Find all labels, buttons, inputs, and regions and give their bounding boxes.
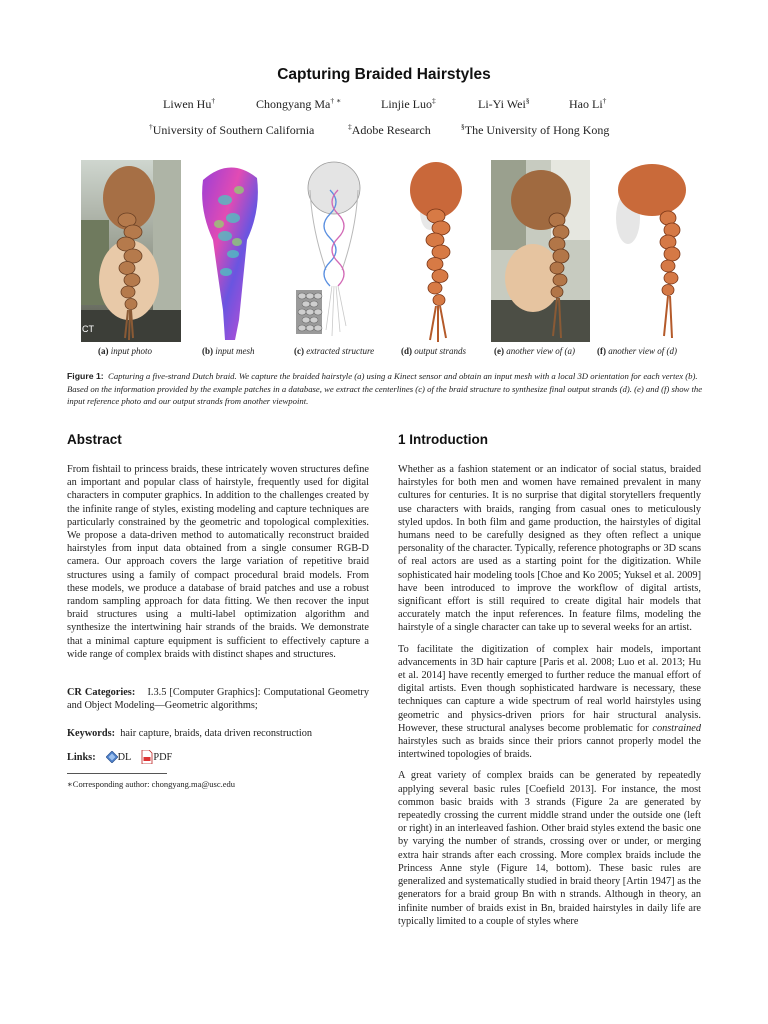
braid-photo-side-image [491,160,590,342]
braid-output-side-image [608,160,693,342]
author: Hao Li† [569,96,607,111]
intro-paragraph-1: Whether as a fashion statement or an indicator of social status, braided hairstyles for both men and women have remained prevalent in many cultures for centuries. It is no surprise that digital storytellers frequently use characters with braids, ranging from casual ones to meticulously styled updos. In both film and game production, the hairstyles of digital humans need to be carefully designed as they often reflect a unique personality of the character. Typically, reference photographs or 3D scans of real actors are used as a starting point for the digitization. While sophisticated hair modeling tools [Choe and Ko 2005; Yuksel et al. 2009] have been introduced to improve the workflow of digital artists, significant effort is still required to create digital hair models that accurately match the input references. In feature films, modeling the hairstyle of a single character can take up to several weeks for an artist. [398,464,701,634]
footnote-rule [67,773,167,774]
dl-link[interactable]: DL [106,751,132,763]
subcaption-e: (e) another view of (a) [494,346,575,356]
footnote: ∗Corresponding author: chongyang.ma@usc.edu [67,779,235,789]
abstract-heading: Abstract [67,432,122,447]
braid-output-image [400,160,470,342]
svg-text:CT: CT [82,324,94,334]
cr-categories: CR Categories: I.3.5 [Computer Graphics]: Computational Geometry and Object Modeling—Geometric algorithms; [67,687,370,712]
figure-caption: Figure 1: Capturing a five-strand Dutch braid. We capture the braided hairstyle (a) using a Kinect sensor and obtain an input mesh with a local 3D orientation for each vertex (b). Based on the information provided by the example patches in a database, we extract the centerlines (c) of the braid structure to synthesize final output strands (d). (e) and (f) show the input reference photo and our output strands from another viewpoint. [67,371,703,406]
braid-structure-image [296,160,368,342]
introduction-body [398,463,701,936]
figure-panel-another-view-output [608,160,693,342]
dl-diamond-icon [106,751,118,763]
braid-photo-image [81,160,181,342]
affiliation: ‡Adobe Research [348,122,431,137]
author: Li-Yi Wei§ [478,96,530,111]
intro-paragraph-2: To facilitate the digitization of complex hair models, important advancements in 3D hair capture [Paris et al. 2008; Luo et al. 2013; Hu et al. 2014] have recently emerged to further reduce the manual effort of digital artists. Even though sophisticated hardware is necessary, these techniques can capture a wide spectrum of real world hairstyles using geometric and physics-driven priors for hair structural analysis. However, these structural analyses become problematic for constrained hairstyles such as braids since their priors cannot properly model the intertwined topologies of braids. [398,643,701,761]
braid-mesh-image [195,160,265,342]
subcaption-f: (f) another view of (d) [597,346,677,356]
paper-title: Capturing Braided Hairstyles [277,66,491,83]
author: Liwen Hu† [163,96,216,111]
author: Linjie Luo‡ [381,96,436,111]
figure-panel-extracted-structure [296,160,368,342]
subcaption-a: (a) input photo [98,346,153,356]
affiliation: †University of Southern California [149,122,315,137]
intro-paragraph-3: A great variety of complex braids can be generated by repeatedly applying several basic rules [Coefield 2013]. For instance, the most common basic braids with 3 strands (Figure 2a are generated by repeatedly crossing the current middle strand under the outside one (left or right) in an interleaved fashion. Other braid styles extend the basic one by varying the number of strands, crossing over or under, or merging extra hair strands after each crossing. More complex braids include the Princess Anne style (Figure 14, bottom). These basic rules are generalized and systematically studied in braid theory [Artin 1947] as the generators for a braid group Bn with n strands. Although in theory, an infinite number of braids exist in Bn, braided hairstyles in daily life are typically limited to a couple of styles where [398,770,701,927]
links-row: Links: DL PDF [67,751,173,763]
pdf-file-icon [141,750,153,764]
subcaption-d: (d) output strands [401,346,467,356]
figure-panel-another-view-photo [491,160,590,342]
introduction-heading: 1 Introduction [398,432,488,447]
figure-panel-input-mesh [195,160,265,342]
author: Chongyang Ma† ∗ [256,96,342,111]
subcaption-b: (b) input mesh [202,346,255,356]
subcaption-c: (c) extracted structure [294,346,375,356]
figure-panel-output-strands [400,160,470,342]
affiliation: §The University of Hong Kong [461,122,610,137]
keywords: Keywords: hair capture, braids, data driven reconstruction [67,728,313,739]
figure-panel-input-photo [81,160,181,342]
pdf-link[interactable]: PDF [141,750,172,764]
abstract-body [67,463,369,669]
abstract-text: From fishtail to princess braids, these intricately woven structures define an important and popular class of hairstyle, frequently used for digital characters in computer graphics. In addition to the challenges created by the infinite range of styles, existing modeling and capture techniques are particularly constrained by the geometric and topological complexities. We propose a data-driven method to automatically reconstruct braided hairstyles from input data obtained from a single consumer RGB-D camera. Our approach covers the large variation of repetitive braid structures using a family of compact procedural braid models. From these models, we produce a database of braid patches and use a robust random sampling approach for data fitting. We then recover the input braid structures using a multi-label optimization algorithm and synthesize the intertwining hair strands of the braids. We demonstrate that a minimal capture equipment is sufficient to effectively capture a wide range of complex braids with distinct shapes and structures. [67,464,369,660]
